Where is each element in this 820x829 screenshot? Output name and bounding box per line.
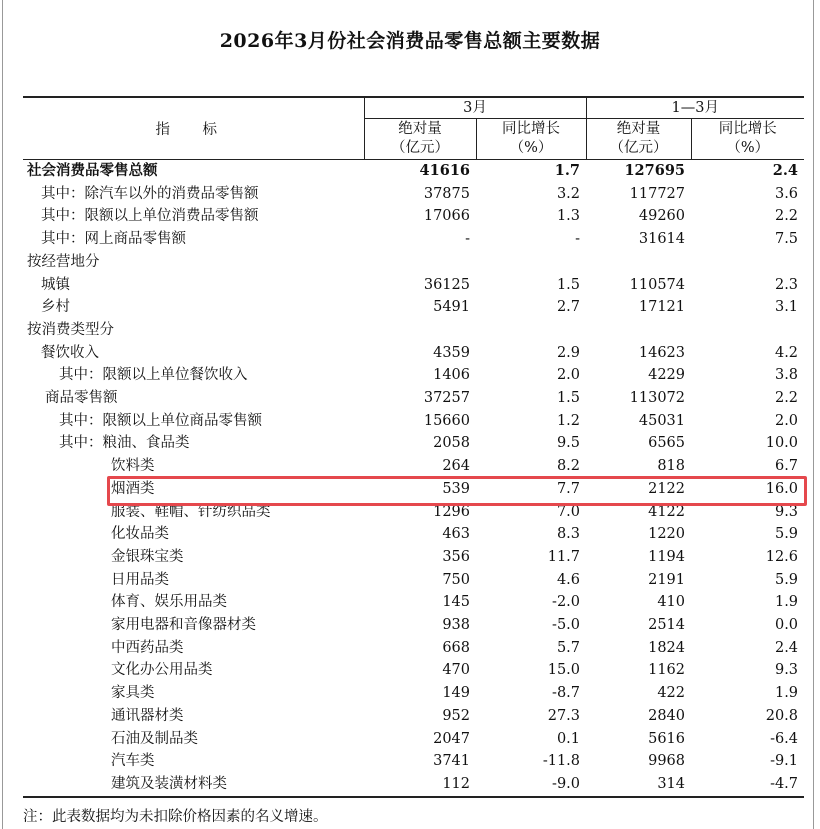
cell-m-yoy — [476, 319, 586, 342]
cell-m-yoy: 0.1 — [556, 730, 581, 747]
table-row — [23, 274, 804, 297]
row-label — [23, 523, 364, 546]
row-label-text: 餐饮收入 — [41, 344, 99, 361]
cell-m-abs — [364, 251, 476, 274]
cell-q-abs: 818 — [657, 458, 686, 475]
row-label-text: 通讯器材类 — [111, 707, 184, 724]
row-label — [23, 183, 364, 206]
cell-m-abs: 15660 — [423, 412, 470, 429]
cell-q-abs: 2840 — [648, 707, 686, 724]
cell-m-yoy: 5.7 — [556, 639, 581, 656]
cell-m-yoy: 1.2 — [556, 412, 581, 429]
cell-q-abs: 410 — [657, 594, 686, 611]
table-row — [23, 364, 804, 387]
header-yoy-label: 同比增长 — [502, 121, 560, 137]
table-row — [23, 705, 804, 728]
cell-m-yoy: 8.2 — [556, 458, 581, 475]
cell-m-abs: 356 — [442, 548, 470, 565]
cell-m-yoy: 1.3 — [556, 208, 581, 225]
row-label-text: 乡村 — [41, 299, 70, 316]
cell-q-abs: 127695 — [624, 162, 686, 179]
cell-q-yoy: 10.0 — [765, 435, 799, 452]
row-label — [23, 591, 364, 614]
cell-q-yoy: 3.6 — [774, 185, 799, 202]
cell-m-abs: 938 — [442, 617, 470, 634]
cell-m-yoy: 11.7 — [547, 548, 581, 565]
cell-m-abs: 37875 — [423, 185, 470, 202]
header-abs-unit: （亿元） — [391, 140, 449, 156]
header-q-yoy — [691, 119, 804, 160]
cell-q-abs: 6565 — [648, 435, 686, 452]
cell-m-abs: - — [465, 231, 470, 248]
cell-q-abs: 117727 — [629, 185, 686, 202]
table-row — [23, 569, 804, 592]
row-label-text: 金银珠宝类 — [111, 548, 184, 565]
table-row — [23, 455, 804, 478]
cell-m-yoy: -2.0 — [552, 594, 581, 611]
table-row — [23, 183, 804, 206]
cell-m-abs: 112 — [364, 773, 476, 797]
cell-m-yoy: 1.5 — [556, 390, 581, 407]
row-label — [23, 546, 364, 569]
row-label-text: 饮料类 — [111, 458, 155, 475]
row-label — [23, 614, 364, 637]
table-row — [23, 387, 804, 410]
cell-m-abs: 1406 — [433, 367, 470, 384]
cell-m-yoy: 2.0 — [556, 367, 581, 384]
cell-m-yoy: 2.7 — [556, 299, 581, 316]
row-label — [23, 228, 364, 251]
cell-q-abs: 1194 — [648, 548, 686, 565]
cell-q-yoy: 1.9 — [774, 594, 799, 611]
header-group-jan-mar: 1—3月 — [586, 97, 804, 119]
table-row — [23, 205, 804, 228]
cell-q-abs: 2191 — [648, 571, 686, 588]
cell-m-abs: 470 — [442, 662, 470, 679]
table-row — [23, 319, 804, 342]
table-row — [23, 342, 804, 365]
header-yoy-label: 同比增长 — [718, 121, 777, 137]
cell-q-yoy: 2.4 — [774, 639, 799, 656]
row-label-text: 其中：限额以上单位商品零售额 — [59, 412, 262, 429]
row-label-text: 服装、鞋帽、针纺织品类 — [111, 503, 271, 520]
cell-m-yoy: -11.8 — [542, 753, 581, 770]
cell-m-abs: 4359 — [433, 344, 470, 361]
header-yoy-unit: （%） — [509, 140, 553, 156]
cell-q-yoy — [691, 251, 804, 274]
cell-q-yoy: 1.9 — [774, 685, 799, 702]
row-label-text: 体育、娱乐用品类 — [111, 594, 227, 611]
cell-q-abs — [586, 251, 691, 274]
cell-m-abs: 539 — [442, 480, 470, 497]
cell-q-yoy — [691, 319, 804, 342]
row-label — [23, 319, 364, 342]
row-label-text: 社会消费品零售总额 — [27, 162, 158, 179]
cell-q-yoy: 5.9 — [774, 526, 799, 543]
cell-q-abs: 314 — [586, 773, 691, 797]
cell-m-abs — [364, 319, 476, 342]
row-label — [23, 705, 364, 728]
header-indicator: 指 标 — [23, 97, 364, 160]
cell-q-abs: 113072 — [629, 390, 686, 407]
cell-m-yoy: 3.2 — [556, 185, 581, 202]
cell-m-abs: 5491 — [433, 299, 470, 316]
row-label — [23, 728, 364, 751]
cell-q-abs — [586, 319, 691, 342]
table-row — [23, 296, 804, 319]
table-row — [23, 728, 804, 751]
cell-m-yoy: -5.0 — [552, 617, 581, 634]
row-label-text: 按经营地分 — [27, 253, 100, 270]
cell-q-abs: 1824 — [648, 639, 686, 656]
row-label-text: 其中：粮油、食品类 — [59, 435, 190, 452]
cell-m-yoy: -8.7 — [552, 685, 581, 702]
row-label-text: 按消费类型分 — [27, 321, 114, 338]
row-label — [23, 410, 364, 433]
table-row — [23, 523, 804, 546]
cell-q-yoy: 20.8 — [765, 707, 799, 724]
cell-m-yoy: -9.0 — [476, 773, 586, 797]
row-label-text: 石油及制品类 — [111, 730, 198, 747]
cell-m-yoy: - — [575, 231, 581, 248]
row-label — [23, 773, 364, 797]
cell-m-abs: 145 — [442, 594, 470, 611]
row-label — [23, 750, 364, 773]
cell-q-abs: 110574 — [629, 276, 686, 293]
row-label-text: 文化办公用品类 — [111, 662, 213, 679]
header-row-groups — [23, 97, 804, 119]
table-row — [23, 546, 804, 569]
table-row — [23, 682, 804, 705]
cell-q-yoy: 2.3 — [774, 276, 799, 293]
cell-m-abs: 264 — [442, 458, 470, 475]
cell-q-abs: 49260 — [638, 208, 686, 225]
cell-m-yoy: 7.7 — [556, 480, 581, 497]
cell-q-yoy: 2.2 — [774, 390, 799, 407]
row-label — [23, 160, 364, 183]
cell-q-yoy: 2.2 — [774, 208, 799, 225]
row-label-text: 其中：网上商品零售额 — [41, 231, 186, 248]
cell-m-abs: 41616 — [419, 162, 470, 179]
cell-q-yoy: -6.4 — [770, 730, 799, 747]
row-label — [23, 455, 364, 478]
row-label-text: 其中：除汽车以外的消费品零售额 — [41, 185, 259, 202]
row-label-text: 汽车类 — [111, 753, 155, 770]
cell-m-abs: 750 — [442, 571, 470, 588]
cell-q-abs: 2122 — [648, 480, 686, 497]
row-label — [23, 251, 364, 274]
header-march-yoy — [476, 119, 586, 160]
row-label-text: 烟酒类 — [111, 480, 155, 497]
cell-m-yoy: 2.9 — [556, 344, 581, 361]
cell-q-yoy: 7.5 — [774, 231, 799, 248]
page-title: 2026年3月份社会消费品零售总额主要数据 — [219, 30, 601, 52]
cell-q-yoy: 4.2 — [774, 344, 799, 361]
cell-q-abs: 31614 — [638, 231, 686, 248]
row-label-text: 城镇 — [41, 276, 70, 293]
cell-q-yoy: 5.9 — [774, 571, 799, 588]
cell-q-abs: 14623 — [638, 344, 686, 361]
table-row — [23, 432, 804, 455]
row-label-text: 建筑及装潢材料类 — [111, 775, 227, 792]
row-label — [23, 637, 364, 660]
row-label — [23, 659, 364, 682]
header-q-abs — [586, 119, 691, 160]
cell-q-abs: 5616 — [648, 730, 686, 747]
header-yoy-unit: （%） — [726, 140, 770, 156]
cell-q-yoy: 2.0 — [774, 412, 799, 429]
highlight-box — [107, 476, 807, 506]
cell-m-yoy: 27.3 — [547, 707, 581, 724]
row-label-text: 其中：限额以上单位消费品零售额 — [41, 208, 259, 225]
cell-m-abs: 668 — [442, 639, 470, 656]
row-label-text: 化妆品类 — [111, 526, 169, 543]
cell-m-yoy: 8.3 — [556, 526, 581, 543]
row-label — [23, 296, 364, 319]
cell-m-abs: 463 — [442, 526, 470, 543]
cell-q-abs: 9968 — [648, 753, 686, 770]
cell-q-abs: 4229 — [648, 367, 686, 384]
cell-q-abs: 1220 — [648, 526, 686, 543]
cell-q-abs: 17121 — [638, 299, 686, 316]
row-label — [23, 569, 364, 592]
row-label — [23, 342, 364, 365]
table-row — [23, 750, 804, 773]
cell-m-yoy: 7.0 — [556, 503, 581, 520]
cell-m-yoy: 4.6 — [556, 571, 581, 588]
header-group-march: 3月 — [364, 97, 586, 119]
row-label-text: 中西药品类 — [111, 639, 184, 656]
header-abs-label: 绝对量 — [398, 121, 442, 137]
cell-q-yoy: 9.3 — [774, 662, 799, 679]
cell-q-abs: 45031 — [638, 412, 686, 429]
cell-m-yoy: 9.5 — [556, 435, 581, 452]
cell-q-abs: 1162 — [648, 662, 686, 679]
cell-q-yoy: 0.0 — [774, 617, 799, 634]
table-row — [23, 614, 804, 637]
header-march-abs — [364, 119, 476, 160]
cell-m-abs: 37257 — [423, 390, 470, 407]
row-label-text: 日用品类 — [111, 571, 169, 588]
cell-q-yoy: 9.3 — [774, 503, 799, 520]
row-label — [23, 205, 364, 228]
row-label — [23, 682, 364, 705]
table-row — [23, 637, 804, 660]
cell-q-yoy: 6.7 — [774, 458, 799, 475]
row-label — [23, 274, 364, 297]
row-label-text: 其中：限额以上单位餐饮收入 — [59, 367, 248, 384]
cell-m-abs: 17066 — [423, 208, 470, 225]
cell-m-abs: 952 — [442, 707, 470, 724]
cell-q-abs: 2514 — [648, 617, 686, 634]
row-label — [23, 432, 364, 455]
table-row — [23, 410, 804, 433]
row-label — [23, 387, 364, 410]
footnote: 注：此表数据均为未扣除价格因素的名义增速。 — [23, 809, 328, 825]
table-row — [23, 251, 804, 274]
table-row — [23, 591, 804, 614]
header-abs-unit: （亿元） — [609, 140, 668, 156]
table-row — [23, 659, 804, 682]
cell-q-yoy: 2.4 — [772, 162, 799, 179]
cell-m-abs: 2058 — [433, 435, 470, 452]
cell-q-abs: 422 — [657, 685, 686, 702]
cell-q-yoy: -9.1 — [770, 753, 799, 770]
table-row — [23, 773, 804, 797]
cell-m-abs: 2047 — [433, 730, 470, 747]
cell-m-abs: 149 — [442, 685, 470, 702]
cell-q-yoy: -4.7 — [691, 773, 804, 797]
cell-m-abs: 36125 — [423, 276, 470, 293]
table-row — [23, 228, 804, 251]
cell-q-yoy: 16.0 — [765, 480, 799, 497]
cell-m-yoy: 1.5 — [556, 276, 581, 293]
header-abs-label: 绝对量 — [616, 121, 661, 137]
cell-m-yoy: 15.0 — [547, 662, 581, 679]
cell-m-yoy — [476, 251, 586, 274]
row-label — [23, 364, 364, 387]
cell-m-abs: 3741 — [433, 753, 470, 770]
cell-q-abs: 4122 — [648, 503, 686, 520]
cell-q-yoy: 3.8 — [774, 367, 799, 384]
row-label-text: 商品零售额 — [45, 390, 118, 407]
cell-q-yoy: 3.1 — [774, 299, 799, 316]
cell-q-yoy: 12.6 — [765, 548, 799, 565]
row-label-text: 家具类 — [111, 685, 155, 702]
table-row — [23, 160, 804, 183]
row-label-text: 家用电器和音像器材类 — [111, 617, 256, 634]
cell-m-abs: 1296 — [433, 503, 470, 520]
cell-m-yoy: 1.7 — [554, 162, 581, 179]
data-table — [23, 96, 804, 798]
